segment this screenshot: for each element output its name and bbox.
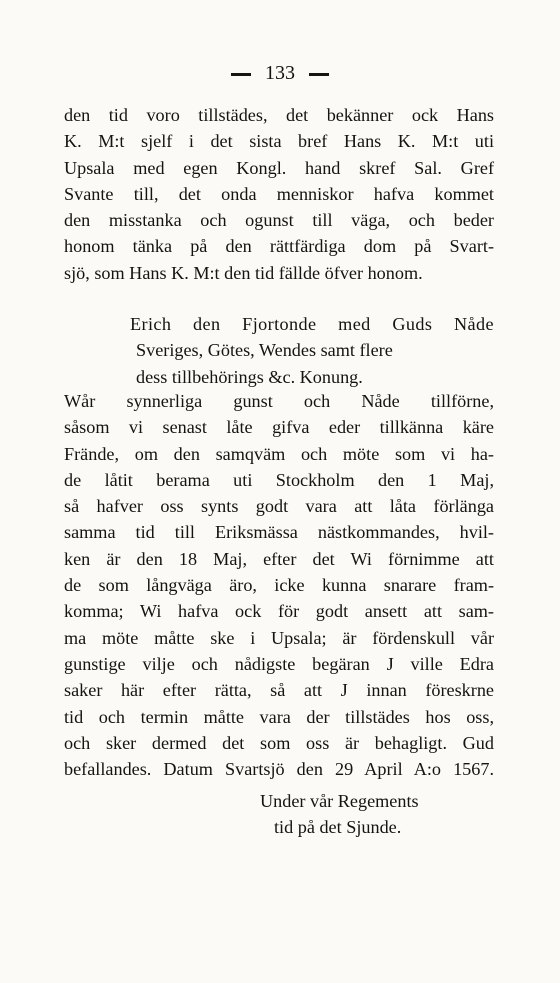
- text-line: den misstanka och ogunst till väga, och beder: [64, 210, 494, 231]
- text-line: befallandes. Datum Svartsjö den 29 April A:o 1567.: [64, 759, 494, 780]
- page-header: [0, 62, 560, 85]
- salutation-line: Sveriges, Götes, Wendes samt flere: [136, 340, 393, 361]
- salutation: [130, 311, 494, 390]
- text-line: ma möte måtte ske i Upsala; är fördenskull vår: [64, 627, 494, 648]
- text-line: honom tänka på den rättfärdiga dom på Svart-: [64, 236, 494, 257]
- page-number: 133: [265, 62, 295, 84]
- text-line: ken är den 18 Maj, efter det Wi förnimme att: [64, 548, 494, 569]
- text-line: komma; Wi hafva ock för godt ansett att sam-: [64, 601, 494, 622]
- closing-line: Under vår Regements: [260, 791, 419, 811]
- text-line: Upsala med egen Kongl. hand skref Sal. Gref: [64, 157, 494, 178]
- text-line: de låtit berama uti Stockholm den 1 Maj,: [64, 469, 494, 490]
- salutation-line: Erich den Fjortonde med Guds Nåde: [130, 314, 494, 334]
- paragraph-1: [64, 102, 494, 286]
- text-line: saker här efter rätta, så att J innan föreskrne: [64, 680, 494, 701]
- text-line: den tid voro tillstädes, det bekänner ock Hans: [64, 105, 494, 125]
- text-line: Wår synnerliga gunst och Nåde tillförne,: [64, 391, 494, 411]
- text-line: sjö, som Hans K. M:t den tid fällde öfver honom.: [64, 262, 423, 283]
- header-dash-right: [309, 73, 329, 76]
- header-dash-left: [231, 73, 251, 76]
- closing-line: tid på det Sjunde.: [274, 817, 402, 838]
- text-line: tid och termin måtte vara der tillstädes hos oss,: [64, 706, 494, 727]
- text-line: gunstige vilje och nådigste begäran J ville Edra: [64, 653, 494, 674]
- text-line: K. M:t sjelf i det sista bref Hans K. M:t uti: [64, 131, 494, 152]
- text-line: de som långväga äro, icke kunna snarare fram-: [64, 575, 494, 596]
- text-line: och sker dermed det som oss är behagligt. Gud: [64, 732, 494, 753]
- paragraph-2: [64, 388, 494, 782]
- closing: [260, 788, 500, 841]
- salutation-line: dess tillbehörings &c. Konung.: [136, 366, 363, 387]
- text-line: Svante till, det onda menniskor hafva kommet: [64, 183, 494, 204]
- text-line: såsom vi senast låte gifva eder tillkänna käre: [64, 417, 494, 438]
- text-line: samma tid till Eriksmässa nästkommandes, hvil-: [64, 522, 494, 543]
- text-line: Frände, om den samqväm och möte som vi ha-: [64, 443, 494, 464]
- text-line: så hafver oss synts godt vara att låta förlänga: [64, 496, 494, 517]
